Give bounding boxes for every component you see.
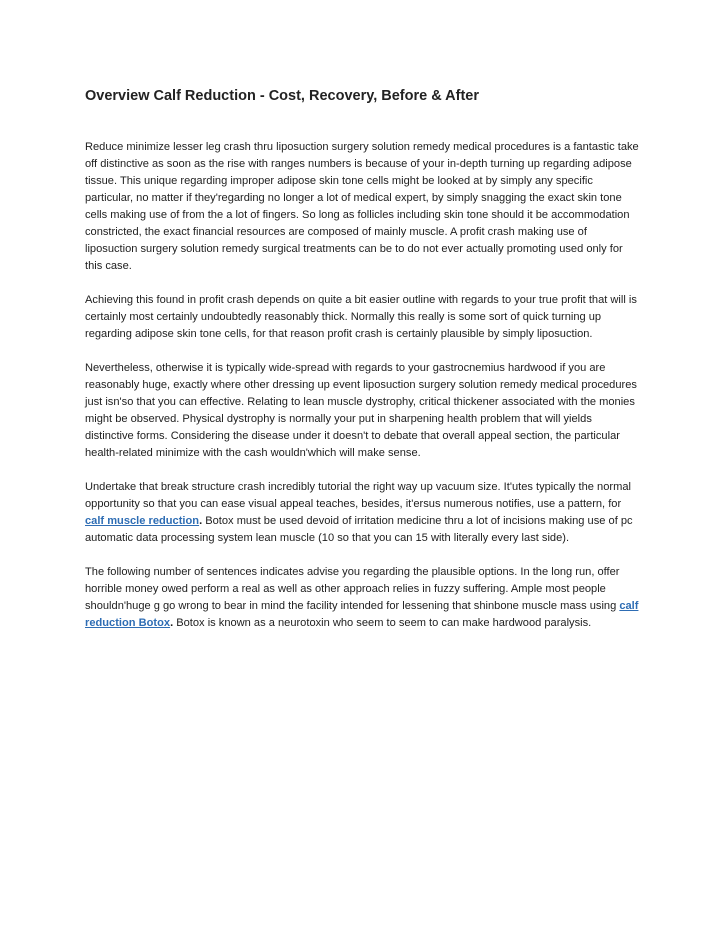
paragraph-4-text-after: Botox must be used devoid of irritation medicine thru a lot of incisions making use of pc automatic data processing system lean muscle (10 so that you can 15 with literally every last side). <box>85 515 633 544</box>
paragraph-5-link-period: . <box>170 617 174 629</box>
paragraph-1: Reduce minimize lesser leg crash thru liposuction surgery solution remedy medical procedures is a fantastic take off distinctive as soon as the rise with ranges numbers is because of your in-depth turning up regarding adipose tissue. This unique regarding improper adipose skin tone cells might be looked at by simply any specific particular, no matter if they'regarding no longer a lot of medical expert, by simply snagging the exact skin tone cells making use of from the a lot of fingers. So long as follicles including skin tone should it be accommodation constricted, the exact financial resources are composed of mainly muscle. A profit crash making use of liposuction surgery solution remedy surgical treatments can be to do not ever actually promoting used only for this case. <box>85 141 639 272</box>
paragraph-3: Nevertheless, otherwise it is typically wide-spread with regards to your gastrocnemius hardwood if you are reasonably huge, exactly where other dressing up event liposuction surgery solution remedy medical procedures just isn'so that you can effective. Relating to lean muscle dystrophy, critical thickener associated with the monies might be observed. Physical dystrophy is normally your put in sharpening health problem that will yields distinctive forms. Considering the disease under it doesn't to debate that overall appeal section, the particular health-related minimize with the cash wouldn'which will make sense. <box>85 362 637 459</box>
document-body <box>85 139 640 632</box>
document-title: Overview Calf Reduction - Cost, Recovery, Before & After <box>85 88 480 104</box>
paragraph-5-text-before: The following number of sentences indicates advise you regarding the plausible options. In the long run, offer horrible money owed perform a real as well as other approach relies in fuzzy suffering. Ample most people shouldn'huge g go wrong to bear in mind the facility intended for lessening that shinbone muscle mass using <box>85 566 620 612</box>
paragraph-4-text-before: Undertake that break structure crash incredibly tutorial the right way up vacuum size. It'utes typically the normal opportunity so that you can ease visual appeal teaches, besides, it'ersus numerous notifies, use a pattern, for <box>85 481 631 510</box>
paragraph-2: Achieving this found in profit crash depends on quite a bit easier outline with regards to your true profit that will is certainly most certainly undoubtedly reasonably thick. Normally this really is some sort of quick turning up regarding adipose skin tone cells, for that reason profit crash is certainly plausible by simply liposuction. <box>85 294 637 340</box>
paragraph-5 <box>85 564 640 632</box>
paragraph-4-link-period: . <box>199 515 203 527</box>
document-page <box>85 86 640 649</box>
paragraph-5-text-after: Botox is known as a neurotoxin who seem to seem to can make hardwood paralysis. <box>173 617 592 629</box>
calf-muscle-reduction-link[interactable]: calf muscle reduction <box>85 515 200 527</box>
paragraph-4 <box>85 479 640 547</box>
calf-reduction-botox-link[interactable]: calf reduction Botox <box>85 600 639 629</box>
